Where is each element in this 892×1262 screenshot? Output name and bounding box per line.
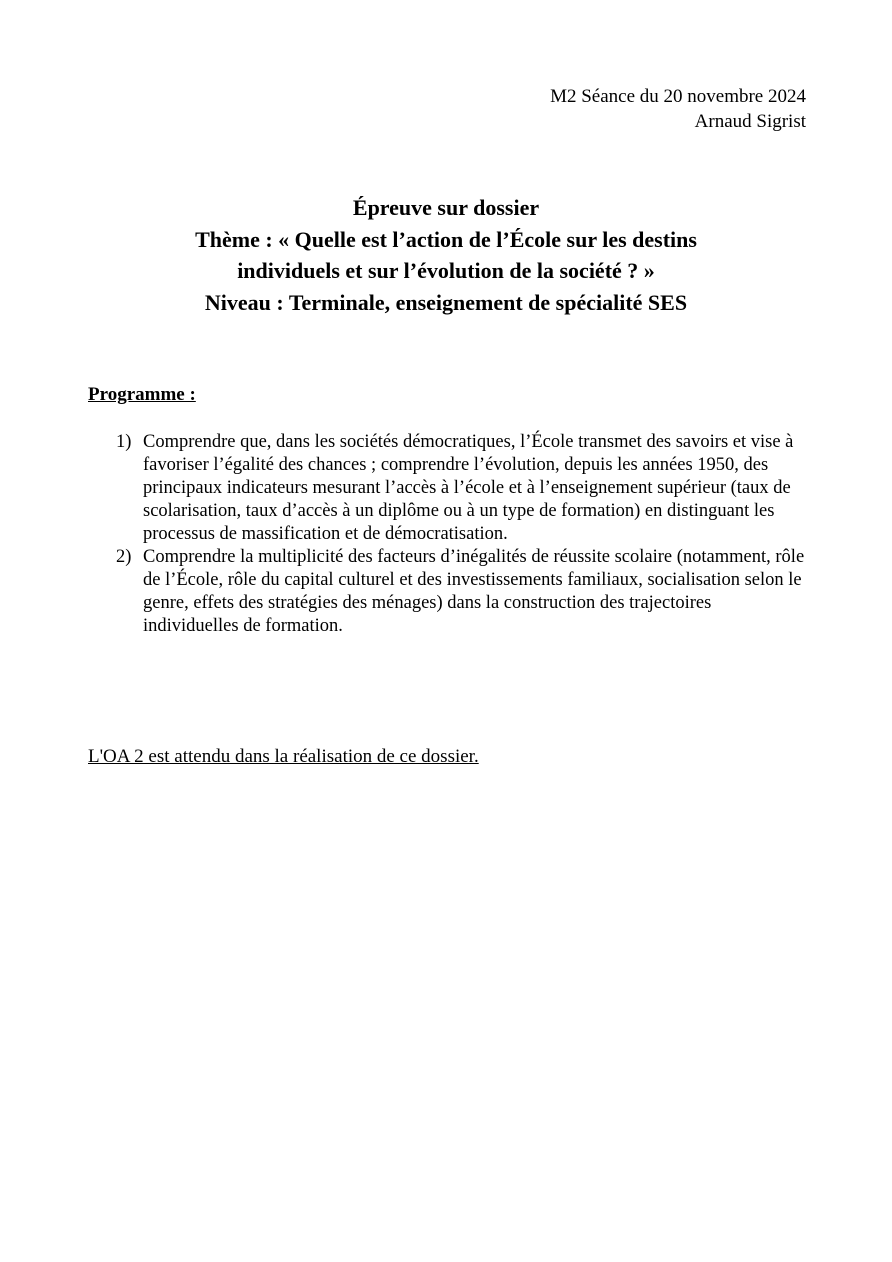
footer-note: L'OA 2 est attendu dans la réalisation de ce dossier. bbox=[88, 746, 479, 767]
title-line-2: Thème : « Quelle est l’action de l’École sur les destins bbox=[195, 226, 697, 252]
list-item-text: Comprendre la multiplicité des facteurs d’inégalités de réussite scolaire (notamment, rôle de l’École, rôle du capital culturel et des investissements familiaux, socialisation selon le genre, effets des stratégies des ménages) dans la construction des trajectoires individuelles de formation. bbox=[143, 547, 805, 636]
list-item-text: Comprendre que, dans les sociétés démocratiques, l’École transmet des savoirs et vise à favoriser l’égalité des chances ; comprendre l’évolution, depuis les années 1950, des principaux indicateurs mesurant l’accès à l’école et à l’enseignement supérieur (taux de scolarisation, taux d’accès à un diplôme ou à un type de formation) en distinguant les processus de massification et de démocratisation. bbox=[143, 432, 794, 544]
programme-list bbox=[116, 431, 810, 638]
title-line-4: Niveau : Terminale, enseignement de spécialité SES bbox=[204, 289, 688, 315]
list-item-number: 2) bbox=[116, 547, 132, 567]
document-header bbox=[88, 84, 806, 134]
document-title bbox=[80, 192, 812, 318]
title-line-1: Épreuve sur dossier bbox=[352, 195, 540, 220]
header-author-line: Arnaud Sigrist bbox=[694, 111, 806, 132]
title-line-3: individuels et sur l’évolution de la société ? » bbox=[237, 258, 655, 283]
section-heading-programme: Programme : bbox=[88, 384, 196, 405]
list-item bbox=[116, 546, 810, 638]
header-session-line: M2 Séance du 20 novembre 2024 bbox=[550, 86, 806, 107]
list-item-number: 1) bbox=[116, 432, 132, 452]
list-item bbox=[116, 431, 810, 546]
